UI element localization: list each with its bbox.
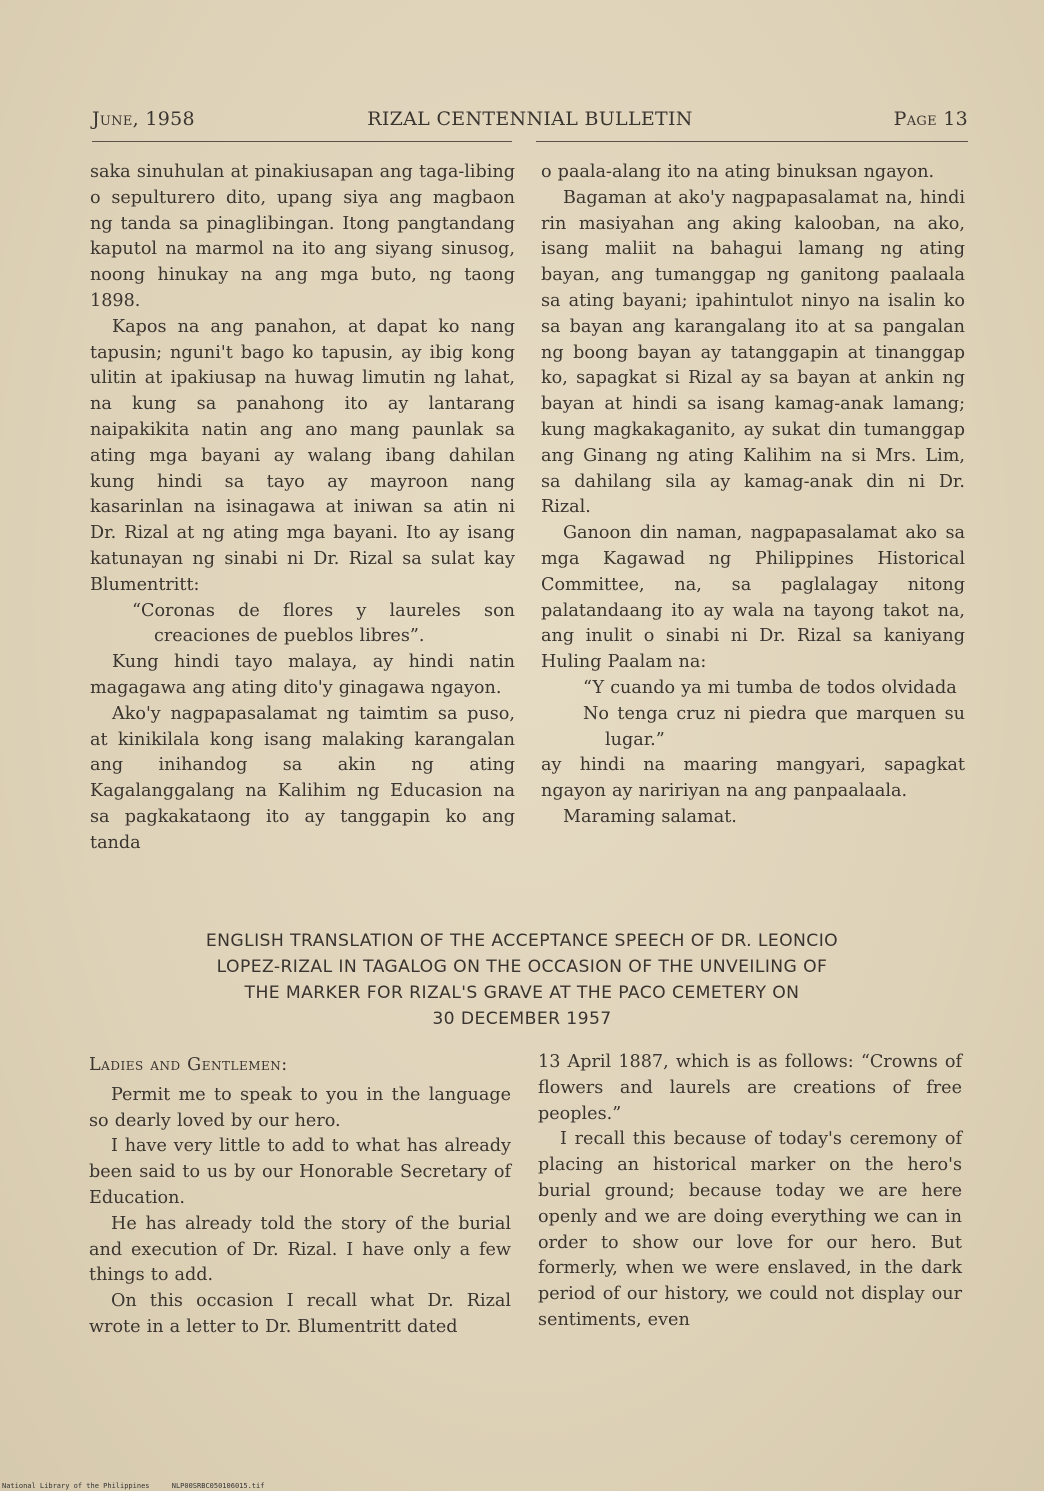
header-rule-left [92, 141, 512, 142]
paragraph: He has already told the story of the burial and execution of Dr. Rizal. I have only a few things to add. [89, 1213, 511, 1286]
paragraph: Bagaman at ako'y nagpapasalamat na, hindi rin masiyahan ang aking kalooban, na ako, isang maliit na bahagui lamang ng ating bayan, ang tumanggap ng ganitong paalaala sa ating bayani; ipahintulot ninyo na isalin ko sa bayan ang karangalang ito at sa pangalan ng boong bayan ay tatanggapin at tinanggap ko, sapagkat si Rizal ay sa bayan at ankin ng bayan at hindi sa isang kamag-anak lamang; kung magkakaganito, ay sukat din tumanggap ang Ginang ng ating Kalihim na si Mrs. Lim, sa dahilang sila ay kamag-anak din ni Dr. Rizal. [541, 187, 965, 518]
running-header [92, 108, 968, 138]
title-line: THE MARKER FOR RIZAL'S GRAVE AT THE PACO CEMETERY ON [244, 983, 800, 1003]
title-line: 30 DECEMBER 1957 [432, 1009, 612, 1029]
tagalog-column-right [541, 160, 965, 831]
english-left-paragraphs [89, 1083, 511, 1341]
header-rule-right [536, 141, 968, 142]
paragraph: I recall this because of today's ceremony of placing an historical marker on the hero's burial ground; because today we are here openly and we are doing everything we can in order to show our love for our hero. But formerly, when we were enslaved, in the dark period of our history, we could not display our sentiments, even [538, 1129, 962, 1330]
publication-title: RIZAL CENTENNIAL BULLETIN [367, 108, 693, 130]
issue-date: June, 1958 [92, 108, 195, 130]
paragraph: Ganoon din naman, nagpapasalamat ako sa mga Kagawad ng Philippines Historical Committee, na, sa paglalagay nitong palatandaang ito ay wala na tayong takot na, ang inulit o sinabi ni Dr. Rizal sa kaniyang Huling Paalam na: [541, 523, 965, 673]
file-name: NLP00SRBC050106015.tif [171, 1482, 265, 1490]
page-number: Page 13 [893, 108, 968, 130]
salutation: Ladies and Gentlemen: [89, 1055, 288, 1075]
paragraph: Maraming salamat. [563, 806, 737, 827]
paragraph: Ako'y nagpapasalamat ng taimtim sa puso, at kinikilala kong isang malaking karangalan ang inihandog sa akin ng ating Kagalanggalang na Kalihim ng Educasion na sa pagkakataong ito ay tanggapin ko ang tanda [90, 703, 515, 853]
tagalog-column-left [90, 160, 515, 857]
paragraph: 13 April 1887, which is as follows: “Crowns of flowers and laurels are creations of free peoples.” [538, 1052, 962, 1124]
quotation: “Y cuando ya mi tumba de todos olvidada [583, 677, 957, 698]
english-column-right [538, 1050, 962, 1334]
paragraph: o paala-alang ito na ating binuksan ngayon. [541, 162, 935, 182]
paragraph: Kapos na ang panahon, at dapat ko nang tapusin; nguni't bago ko tapusin, ay ibig kong ulitin at ipakiusap na huwag limutin ng lahat, na kung sa panahong ito ay lantarang naipakikita natin ang ano mang paunlak sa ating mga bayani ay walang ibang dahilan kung hindi sa tayo ay mayroon nang kasarinlan na isinagawa at iniwan sa atin ni Dr. Rizal at ng ating mga bayani. Ito ay isang katunayan ng sinabi ni Dr. Rizal sa sulat kay Blumentritt: [90, 316, 515, 595]
quotation: “Coronas de flores y laureles son creaciones de pueblos libres”. [132, 600, 515, 647]
article-title [110, 928, 934, 1032]
paragraph: I have very little to add to what has already been said to us by our Honorable Secretary of Education. [89, 1136, 511, 1208]
title-line: ENGLISH TRANSLATION OF THE ACCEPTANCE SPEECH OF DR. LEONCIO [205, 931, 839, 951]
paragraph: Permit me to speak to you in the language so dearly loved by our hero. [89, 1084, 511, 1131]
title-line: LOPEZ-RIZAL IN TAGALOG ON THE OCCASION OF THE UNVEILING OF [216, 957, 828, 977]
paragraph: saka sinuhulan at pinakiusapan ang taga-libing o sepulturero dito, upang siya ang magbaon ng tanda sa pinaglibingan. Itong pangtandang kaputol na marmol na ito ang siyang sinusog, noong hinukay na ang mga buto, ng taong 1898. [90, 162, 515, 311]
paragraph: Kung hindi tayo malaya, ay hindi natin magagawa ang ating dito'y ginagawa ngayon. [90, 652, 515, 698]
paragraph: On this occasion I recall what Dr. Rizal wrote in a letter to Dr. Blumentritt dated [89, 1291, 511, 1337]
scan-footer [2, 1482, 282, 1490]
english-column-left [89, 1053, 511, 1341]
library-credit: National Library of the Philippines [2, 1482, 150, 1490]
quotation: No tenga cruz ni piedra que marquen su lugar.” [583, 703, 965, 750]
paragraph: ay hindi na maaring mangyari, sapagkat ngayon ay naririyan na ang panpaalaala. [541, 755, 965, 802]
